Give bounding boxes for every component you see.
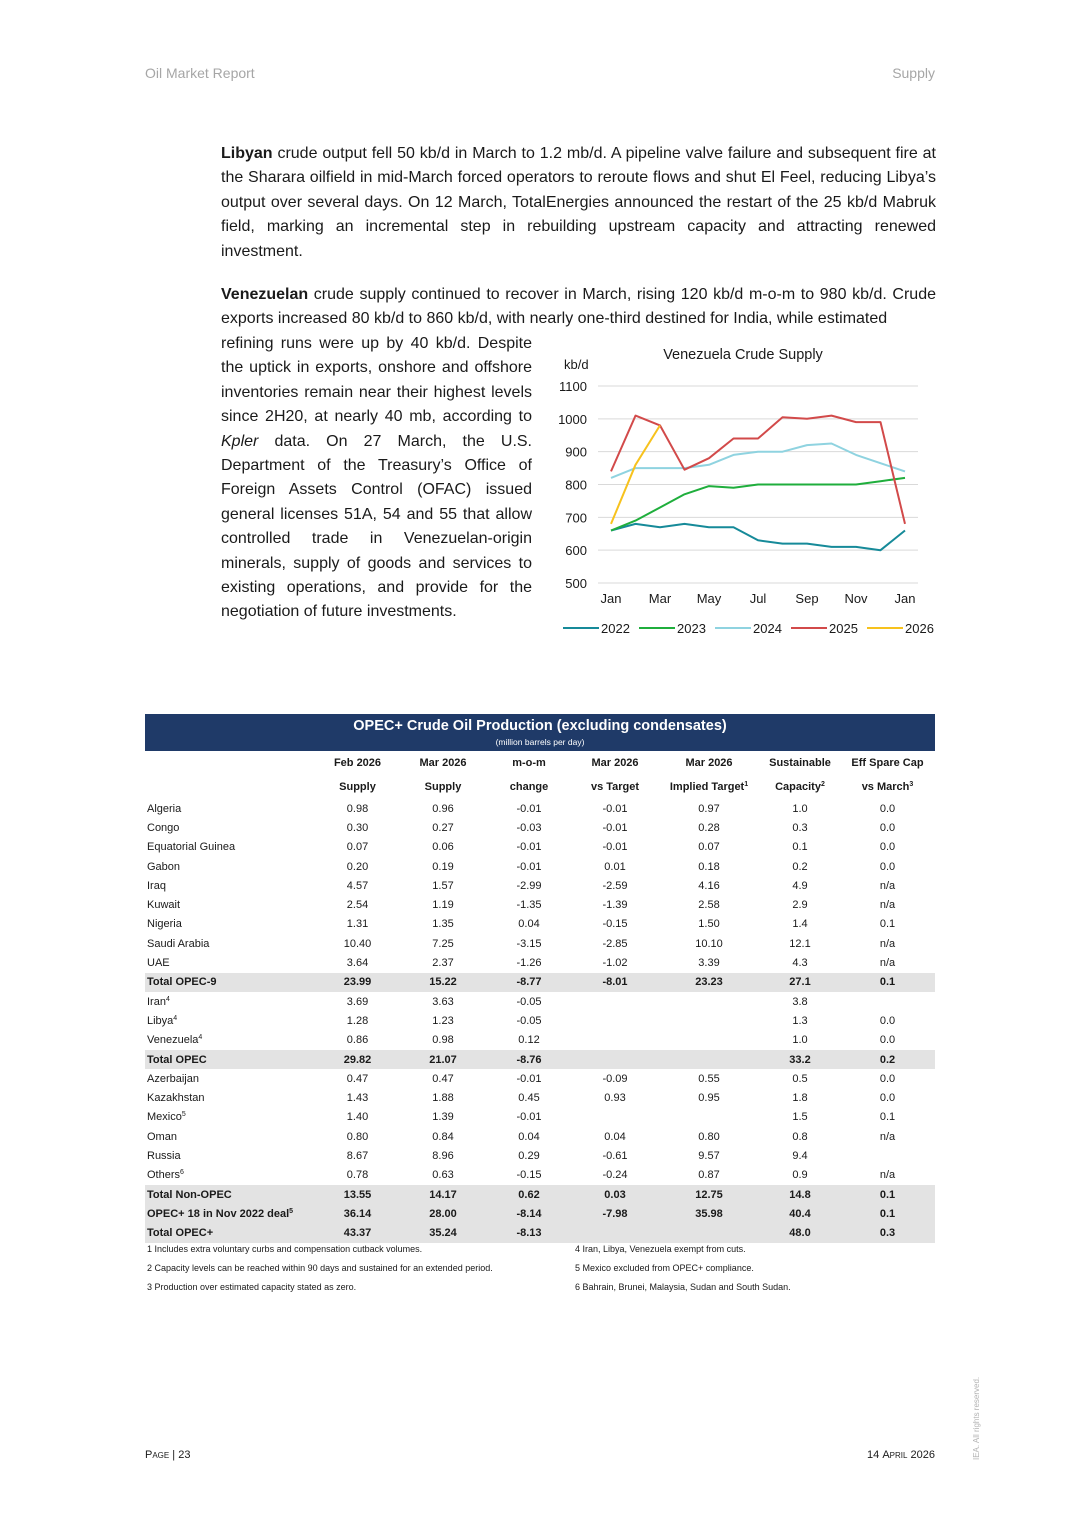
table-cell: -8.14 [486,1204,572,1223]
table-cell: 48.0 [760,1224,840,1243]
table-cell: 0.04 [518,1130,540,1143]
table-cell: 0.07 [698,841,720,854]
table-cell: 4.3 [792,957,808,970]
x-tick-label: Jan [600,591,622,606]
table-cell: -1.39 [602,899,628,912]
table-cell [658,1224,760,1243]
y-tick-label: 900 [565,444,587,460]
table-cell: -0.03 [516,821,542,834]
table-cell: 0.62 [486,1185,572,1204]
footnote: 1 Includes extra voluntary curbs and compensation cutback volumes. [147,1244,423,1254]
table-cell: 1.39 [432,1111,454,1124]
table-cell: 0.8 [792,1130,808,1143]
table-cell: 0.47 [432,1072,454,1085]
table-cell: 1.3 [792,1014,808,1027]
row-label: Azerbaijan [147,1072,199,1085]
table-cell: 1.0 [792,1034,808,1047]
table-cell: 0.1 [792,841,808,854]
table-cell: 29.82 [315,1050,400,1069]
table-cell: 0.04 [604,1130,626,1143]
table-cell: -0.01 [516,802,542,815]
report-date [867,1449,935,1461]
table-cell: 0.1 [879,1111,896,1124]
series-line-2022 [611,524,905,550]
footnote-ref: 3 [909,781,914,788]
column-header: Supply [424,781,462,793]
row-label: Gabon [147,860,181,873]
table-cell: n/a [879,1169,896,1182]
table-cell: 4.9 [792,879,808,892]
column-header: Mar 2026 [685,757,733,769]
x-tick-label: Jan [894,591,916,606]
row-label: Total OPEC [145,1050,315,1069]
table-cell: 13.55 [315,1185,400,1204]
y-tick-label: 600 [565,543,587,559]
footnote-ref: 4 [173,1014,178,1022]
legend-label-2023: 2023 [677,621,706,636]
row-label: Others$^6$ [147,1169,184,1182]
table-cell: 0.06 [432,841,454,854]
table-cell: 0.2 [840,1050,935,1069]
table-cell: 0.0 [879,1014,896,1027]
footnote: 3 Production over estimated capacity stated as zero. [147,1282,357,1292]
copyright-note: IEA. All rights reserved. [972,1376,981,1460]
table-cell: -2.85 [602,937,628,950]
table-row [145,1224,935,1243]
table-cell: 1.5 [792,1111,808,1124]
table-cell: -0.01 [516,860,542,873]
table-cell: 14.17 [400,1185,486,1204]
table-cell: 3.8 [792,995,808,1008]
table-cell: -0.01 [602,821,628,834]
table-cell: 27.1 [760,973,840,992]
table-cell [658,1108,760,1127]
row-label: Total OPEC+ [145,1224,315,1243]
table-row [145,876,935,895]
table-cell: -0.05 [516,995,542,1008]
table-cell: -0.15 [602,918,628,931]
table-cell: 23.23 [658,973,760,992]
table-cell: 9.57 [698,1149,720,1162]
table-cell: -0.05 [516,1014,542,1027]
x-tick-label: Sep [795,591,819,606]
footnote-ref: 5 [181,1111,186,1119]
section-title: Supply [892,65,935,81]
page-number [145,1449,190,1461]
table-cell: 0.01 [604,860,626,873]
table-cell: 1.50 [698,918,720,931]
row-label: Kuwait [147,899,181,912]
table-cell: 1.0 [792,802,808,815]
table-cell [572,1224,658,1243]
table-cell: 0.07 [346,841,369,854]
date-month: April [882,1449,908,1461]
table-header [145,751,935,799]
table-cell: -1.35 [516,899,542,912]
row-label: Total OPEC-9 [145,973,315,992]
footnote: 5 Mexico excluded from OPEC+ compliance. [575,1263,754,1273]
footnote-ref: 2 [820,781,825,788]
table-cell: n/a [879,899,896,912]
report-title: Oil Market Report [145,65,255,81]
table-cell: 0.0 [879,821,896,834]
table-row [145,1108,935,1127]
table-cell: 0.2 [792,860,808,873]
footnote-ref: 5 [289,1207,294,1215]
table-cell: 33.2 [760,1050,840,1069]
table-cell: n/a [879,879,896,892]
page-word: Page [145,1449,170,1461]
table-cell: -0.01 [602,802,628,815]
table-cell [840,1146,935,1165]
legend-label-2024: 2024 [753,621,782,636]
table-cell: 0.84 [432,1130,454,1143]
table-cell [572,1031,658,1050]
table-cell: 10.10 [695,937,723,950]
table-cell: -8.76 [486,1050,572,1069]
table-cell: 3.63 [432,995,454,1008]
table-cell: 0.95 [698,1092,720,1105]
table-row [145,1069,935,1088]
row-label: Nigeria [147,918,182,931]
table-cell: 1.43 [346,1092,369,1105]
table-cell: 2.54 [346,899,369,912]
production-table [145,751,935,1243]
table-cell [658,1031,760,1050]
table-cell: 0.29 [518,1149,540,1162]
table-cell: -2.99 [516,879,542,892]
row-label: Oman [147,1130,177,1143]
table-cell [572,1011,658,1030]
table-row [145,1204,935,1223]
row-label: Saudi Arabia [147,937,210,950]
table-row [145,895,935,914]
footnote-ref: 1 [744,781,749,788]
table-row [145,992,935,1011]
table-cell: 0.87 [698,1169,720,1182]
table-cell: 35.24 [400,1224,486,1243]
chart-y-axis-label: kb/d [564,357,589,372]
y-tick-label: 1000 [558,411,587,427]
venezuela-text-1: refining runs were up by 40 kb/d. Despite the uptick in exports, onshore and offshore inventories remain near their highest levels since 2H20, at nearly 40 mb, according to [221,335,532,426]
table-cell: 0.0 [879,1034,896,1047]
table-cell: 0.1 [840,1185,935,1204]
legend-label-2022: 2022 [601,621,630,636]
table-row [145,1011,935,1030]
table-cell: 2.9 [792,899,808,912]
footnote: 6 Bahrain, Brunei, Malaysia, Sudan and South Sudan. [575,1282,791,1292]
footnote: 2 Capacity levels can be reached within 90 days and sustained for an extended period. [147,1263,493,1273]
kpler-italic: Kpler [221,432,259,450]
table-cell: -8.13 [486,1224,572,1243]
table-cell: 1.8 [792,1092,808,1105]
y-tick-label: 700 [565,510,587,526]
table-cell: -1.26 [516,957,542,970]
table-cell: 0.98 [432,1034,454,1047]
footnote-ref: 6 [180,1169,184,1177]
table-cell: 4.57 [346,879,369,892]
table-cell: 12.75 [658,1185,760,1204]
table-cell: -1.02 [602,957,628,970]
table-cell: 1.31 [346,918,369,931]
table-cell: -0.01 [516,1111,542,1124]
venezuela-paragraph [221,283,936,332]
table-row [145,1185,935,1204]
column-header [145,751,315,775]
table-cell: 8.67 [346,1149,369,1162]
table-cell: 35.98 [658,1204,760,1223]
table-cell: 23.99 [315,973,400,992]
table-row [145,934,935,953]
libya-paragraph [221,142,936,264]
table-row [145,1088,935,1107]
table-cell: 21.07 [400,1050,486,1069]
table-cell: 0.12 [518,1034,540,1047]
table-cell: 0.5 [792,1072,808,1085]
venezuela-crude-supply-chart [545,340,945,650]
table-cell: 1.88 [432,1092,454,1105]
table-cell: 0.27 [432,821,454,834]
table-cell: 15.22 [400,973,486,992]
table-cell: 9.4 [792,1149,808,1162]
table-cell: -8.77 [486,973,572,992]
footnote: 4 Iran, Libya, Venezuela exempt from cuts. [575,1244,746,1254]
table-cell [658,992,760,1011]
venezuela-paragraph-narrow [221,332,532,625]
table-cell: 12.1 [789,937,811,950]
table-cell: 0.93 [604,1092,626,1105]
table-cell: 3.64 [346,957,369,970]
column-header: Sustainable [769,757,831,769]
table-cell: 2.58 [698,899,720,912]
table-cell: 4.16 [698,879,720,892]
table-row [145,1146,935,1165]
table-cell: -0.01 [516,841,542,854]
table-cell: 0.98 [346,802,369,815]
legend-label-2025: 2025 [829,621,858,636]
header-row [145,751,935,775]
row-label: Congo [147,821,180,834]
table-cell: 0.19 [432,860,454,873]
table-cell: 40.4 [760,1204,840,1223]
table-cell: 0.20 [346,860,369,873]
table-subtitle: (million barrels per day) [495,737,585,747]
table-cell: -0.01 [516,1072,542,1085]
table-row [145,1050,935,1069]
table-cell [658,1050,760,1069]
table-cell: -0.61 [602,1149,628,1162]
column-header: Mar 2026 [591,757,639,769]
table-cell: 0.1 [840,1204,935,1223]
table-cell: -0.09 [602,1072,628,1085]
table-cell: 0.80 [346,1130,369,1143]
row-label: Total Non-OPEC [145,1185,315,1204]
table-cell: 0.9 [792,1169,808,1182]
column-header: vs Target [590,781,640,793]
opec-production-table [145,714,935,1243]
table-cell: 14.8 [760,1185,840,1204]
row-label: Iran$^4$ [147,995,170,1008]
table-cell: 7.25 [432,937,454,950]
x-tick-label: Jul [749,591,767,606]
table-title: OPEC+ Crude Oil Production (excluding condensates) [353,718,727,734]
table-cell: -8.01 [572,973,658,992]
table-row [145,1127,935,1146]
date-year: 2026 [910,1449,935,1461]
table-cell: 3.69 [346,995,369,1008]
table-row [145,799,935,818]
table-row [145,953,935,972]
table-cell: 1.4 [792,918,808,931]
table-cell: -0.24 [602,1169,628,1182]
table-cell [572,1050,658,1069]
table-cell: 43.37 [315,1224,400,1243]
table-row [145,1031,935,1050]
table-body [145,799,935,1243]
table-cell: 0.45 [518,1092,540,1105]
table-cell: -0.01 [602,841,628,854]
row-label: Algeria [147,802,182,815]
table-cell: 3.39 [698,957,720,970]
date-day: 14 [867,1449,880,1461]
table-cell: 8.96 [432,1149,454,1162]
row-label: UAE [147,957,170,970]
table-cell: 0.0 [879,802,896,815]
table-cell: 0.80 [698,1130,720,1143]
table-cell: 36.14 [315,1204,400,1223]
table-cell: 0.28 [698,821,720,834]
table-cell: 0.3 [840,1224,935,1243]
venezuela-bold: Venezuelan [221,286,309,303]
table-cell: 10.40 [343,937,372,950]
table-cell: 1.40 [346,1111,369,1124]
table-cell: 0.3 [792,821,808,834]
column-header: change [509,781,549,793]
table-cell: -2.59 [602,879,628,892]
table-cell: 1.35 [432,918,454,931]
table-cell: 0.97 [698,802,720,815]
row-label: Iraq [147,879,166,892]
table-cell: 0.0 [879,860,896,873]
column-header: m-o-m [512,757,546,769]
header-row [145,775,935,799]
table-cell: 0.04 [518,918,540,931]
x-tick-label: Nov [844,591,868,606]
column-header: Mar 2026 [419,757,467,769]
table-cell: 0.1 [840,973,935,992]
table-cell [658,1011,760,1030]
x-tick-label: Mar [648,591,672,606]
y-tick-label: 1100 [559,379,587,394]
table-cell: n/a [879,957,896,970]
row-label: OPEC+ 18 in Nov 2022 deal$^5$ [145,1204,315,1223]
table-row [145,838,935,857]
y-tick-label: 800 [565,477,587,493]
row-label: Russia [147,1149,181,1162]
table-row [145,915,935,934]
table-cell: 1.57 [432,879,454,892]
x-tick-label: May [696,591,722,606]
table-cell: 28.00 [400,1204,486,1223]
table-cell: -3.15 [516,937,542,950]
table-cell [572,1108,658,1127]
libya-text: crude output fell 50 kb/d in March to 1.2 mb/d. A pipeline valve failure and subsequent fire at the Sharara oilfield in mid-March forced operators to reroute flows and shut El Feel, reducing Libya’s output over several days. On 12 March, TotalEnergies announced the restart of the 25 kb/d Mabruk field, marking an incremental step in rebuilding upstream capacity and attracting renewed investment. [221,145,936,260]
table-cell [840,992,935,1011]
column-header: Eff Spare Cap [851,757,924,769]
column-header: Capacity$^2$ [775,781,825,793]
table-row [145,1166,935,1185]
venezuela-text-wide: crude supply continued to recover in March, rising 120 kb/d m-o-m to 980 kb/d. Crude exports increased 80 kb/d to 860 kb/d, with nearly one-third destined for India, while estimated [221,286,936,328]
row-label: Equatorial Guinea [147,841,236,854]
row-label: Mexico$^5$ [147,1111,186,1124]
table-cell: 0.47 [346,1072,369,1085]
table-cell: 0.18 [698,860,720,873]
series-line-2024 [611,444,905,478]
table-cell: -0.15 [516,1169,542,1182]
table-cell: 0.78 [346,1169,369,1182]
footnote-ref: 4 [165,995,170,1003]
table-cell: n/a [879,1130,896,1143]
column-header: Supply [339,781,376,793]
table-cell [572,992,658,1011]
footnote-ref: 4 [198,1034,203,1042]
table-cell: 0.63 [432,1169,454,1182]
row-label: Venezuela$^4$ [147,1034,203,1047]
table-title-bar [145,714,935,751]
column-header [145,775,315,799]
libya-bold: Libyan [221,145,273,162]
row-label: Libya$^4$ [147,1014,178,1027]
table-cell: 0.1 [879,918,896,931]
series-line-2023 [611,478,905,531]
column-header: Feb 2026 [333,757,382,769]
table-cell: n/a [879,937,896,950]
column-header: Implied Target$^1$ [669,781,749,793]
table-cell: 0.86 [346,1034,369,1047]
table-row [145,818,935,837]
table-cell: 0.55 [698,1072,720,1085]
table-cell: 0.96 [432,802,454,815]
chart-title: Venezuela Crude Supply [663,347,823,363]
table-cell: 1.19 [432,899,454,912]
venezuela-text-2: data. On 27 March, the U.S. Department of the Treasury’s Office of Foreign Assets Control (OFAC) issued general licenses 51A, 54 and 55 that allow controlled trade in Venezuelan-origin minerals, supply of goods and services to existing operations, and provide for the negotiation of future investments. [221,432,532,621]
table-cell: 2.37 [432,957,454,970]
table-cell: 0.03 [572,1185,658,1204]
table-cell: 0.30 [346,821,369,834]
column-header: vs March$^3$ [861,781,914,793]
table-cell: -7.98 [572,1204,658,1223]
table-cell: 1.23 [432,1014,454,1027]
row-label: Kazakhstan [147,1092,205,1105]
table-cell: 1.28 [346,1014,369,1027]
chart-svg [545,340,945,650]
table-row [145,857,935,876]
y-tick-label: 500 [565,576,587,591]
table-cell: 0.0 [879,1072,896,1085]
table-row [145,973,935,992]
legend-label-2026: 2026 [905,621,934,636]
table-cell: 0.0 [879,1092,896,1105]
table-cell: 0.0 [879,841,896,854]
page-num: | 23 [172,1449,191,1461]
